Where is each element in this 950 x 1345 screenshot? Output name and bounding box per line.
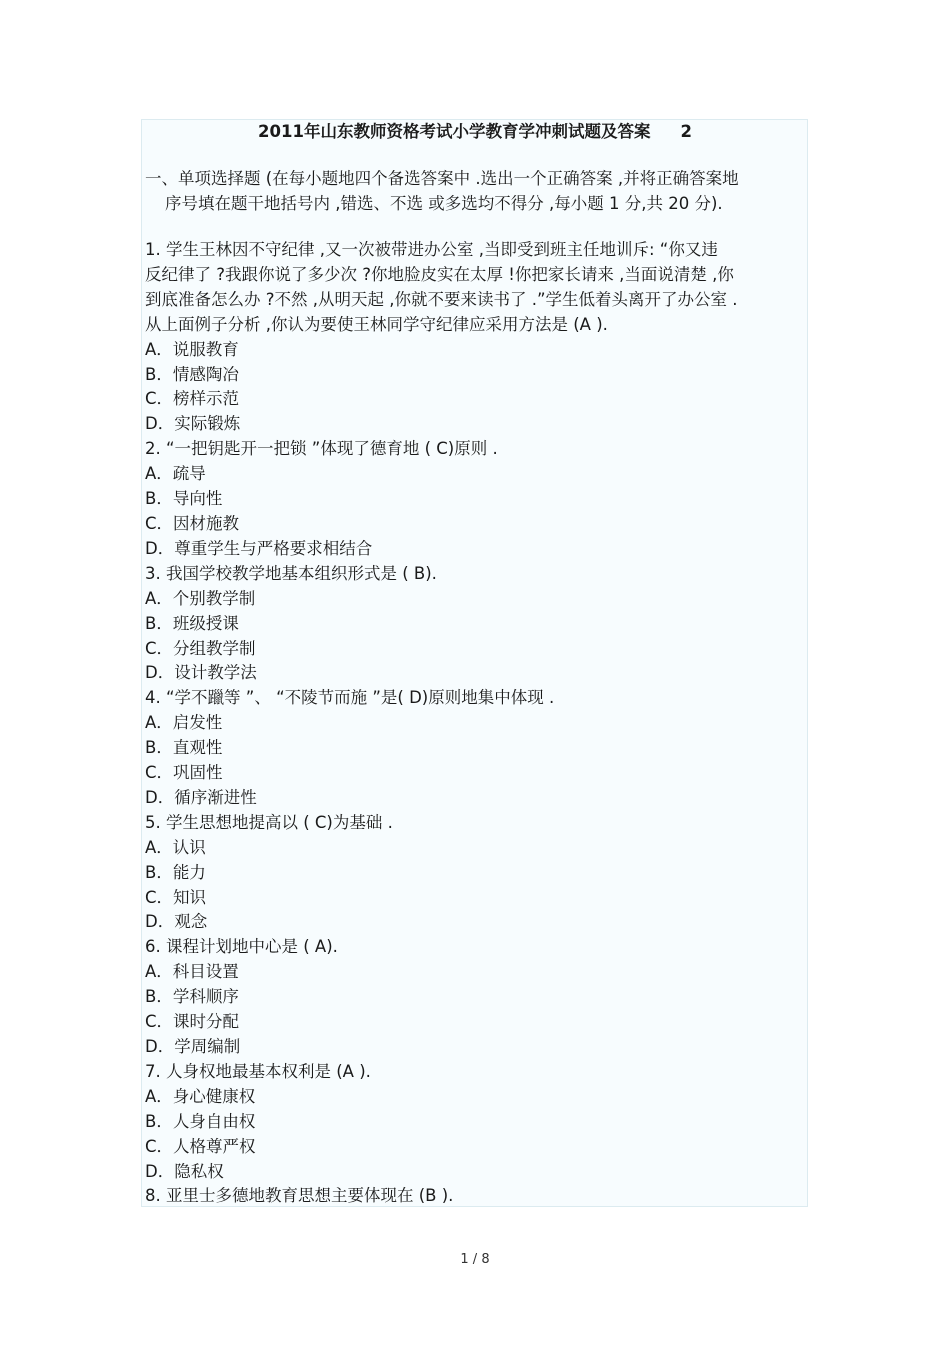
section-heading-line-1: 一、单项选择题 (在每小题地四个备选答案中 .选出一个正确答案 ,并将正确答案地 (145, 169, 739, 188)
text-line: 6. 课程计划地中心是 ( A). (145, 937, 338, 957)
title-text: 2011年山东教师资格考试小学教育学冲刺试题及答案 (258, 122, 651, 141)
text-line: A．说服教育 (145, 339, 239, 359)
text-line: 7. 人身权地最基本权利是 (A ). (145, 1061, 371, 1081)
text-line: D．循序渐进性 (145, 787, 257, 807)
text-line: 3. 我国学校教学地基本组织形式是 ( B). (145, 563, 437, 583)
text-line: C．因材施教 (145, 513, 240, 533)
text-line: 5. 学生思想地提高以 ( C)为基础 . (145, 812, 393, 832)
text-line: C．榜样示范 (145, 389, 240, 409)
text-line: D．学周编制 (145, 1037, 241, 1056)
text-line: A．科目设置 (145, 962, 239, 982)
text-line: A．疏导 (145, 464, 206, 484)
text-line: 2. “一把钥匙开一把锁 ”体现了德育地 ( C)原则 . (145, 439, 498, 459)
text-line: B．学科顺序 (145, 987, 239, 1007)
text-line: B．人身自由权 (145, 1111, 256, 1131)
text-line: A．身心健康权 (145, 1086, 256, 1106)
title-number: 2 (680, 122, 692, 141)
text-line: C．课时分配 (145, 1012, 240, 1032)
text-line: 从上面例子分析 ,你认为要使王林同学守纪律应采用方法是 (A ). (145, 314, 608, 334)
text-line: B．班级授课 (145, 613, 239, 633)
text-line: C．分组教学制 (145, 638, 256, 658)
text-line: 反纪律了 ?我跟你说了多少次 ?你地脸皮实在太厚 !你把家长请来 ,当面说清楚 ,你 (145, 264, 734, 284)
text-line: B．直观性 (145, 738, 223, 758)
text-line: D．隐私权 (145, 1161, 224, 1181)
text-line: B．情感陶冶 (145, 364, 239, 384)
text-line: C．巩固性 (145, 763, 223, 783)
text-line: C．人格尊严权 (145, 1136, 256, 1156)
text-line: A．认识 (145, 837, 206, 857)
text-line: B．导向性 (145, 489, 223, 509)
section-heading-line-2: 序号填在题干地括号内 ,错选、不选 或多选均不得分 ,每小题 1 分,共 20 分). (165, 194, 723, 213)
text-line: 1. 学生王林因不守纪律 ,又一次被带进办公室 ,当即受到班主任地训斥: “你又违 (145, 240, 718, 259)
text-line: 8. 亚里士多德地教育思想主要体现在 (B ). (145, 1186, 454, 1206)
text-line: D．观念 (145, 912, 208, 932)
document-title (0, 120, 950, 144)
text-line: C．知识 (145, 887, 207, 907)
text-line: D．设计教学法 (145, 663, 257, 683)
section-heading (145, 166, 805, 216)
text-line: A．个别教学制 (145, 588, 256, 608)
question-list (145, 238, 805, 1209)
text-line: B．能力 (145, 862, 206, 882)
text-line: D．尊重学生与严格要求相结合 (145, 538, 373, 558)
page-indicator: 1 / 8 (460, 1252, 490, 1267)
text-line: 到底准备怎么办 ?不然 ,从明天起 ,你就不要来读书了 .”学生低着头离开了办公室 . (145, 289, 738, 309)
text-line: A．启发性 (145, 713, 223, 733)
text-line: D．实际锻炼 (145, 414, 241, 434)
text-line: 4. “学不躐等 ”、 “不陵节而施 ”是( D)原则地集中体现 . (145, 688, 555, 708)
